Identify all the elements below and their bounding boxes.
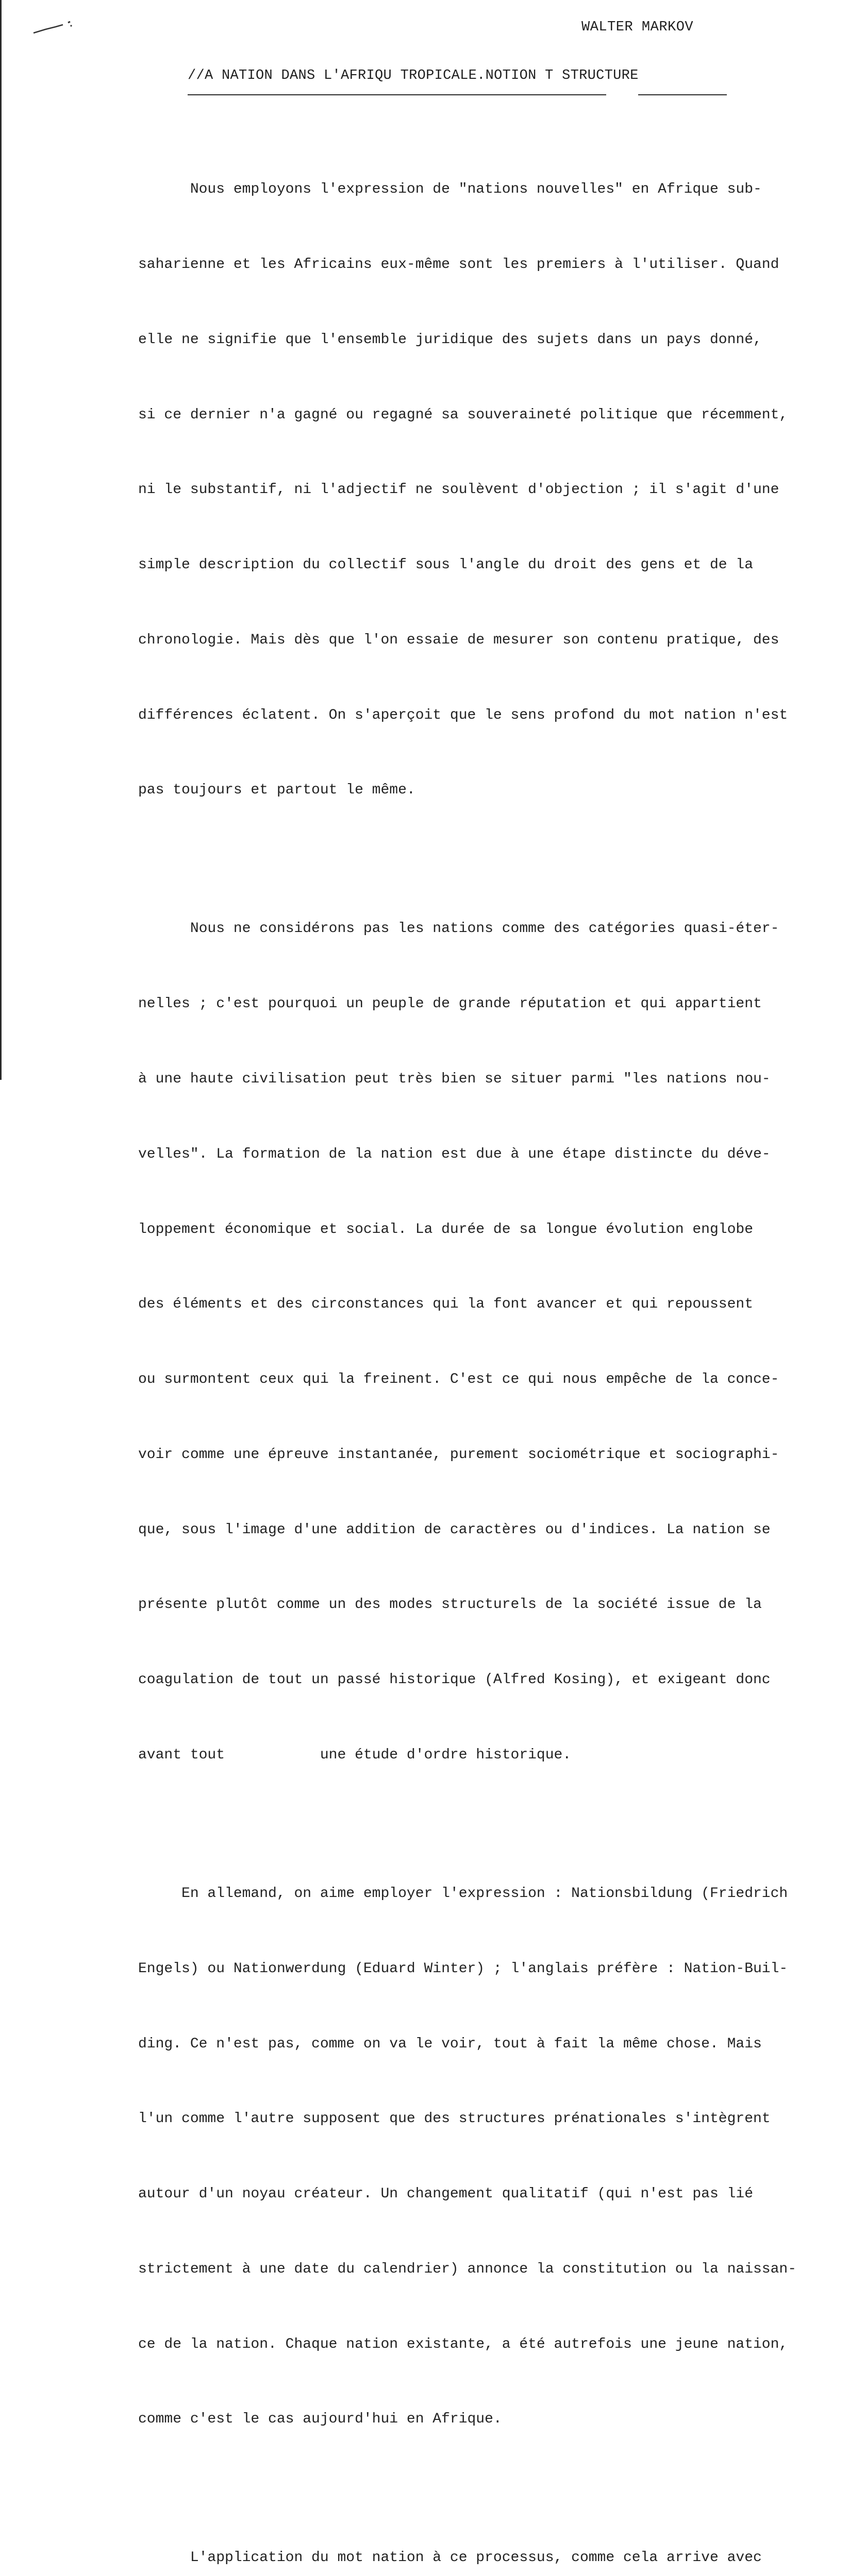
author-name: WALTER MARKOV [581, 20, 694, 35]
text-line: à une haute civilisation peut très bien se situer parmi "les nations nou- [138, 1071, 771, 1087]
text-line: ce de la nation. Chaque nation existante, a été autrefois une jeune nation, [138, 2336, 788, 2352]
text-line: voir comme une épreuve instantanée, purement sociométrique et sociographi- [138, 1446, 779, 1463]
handwritten-mark-icon [31, 15, 77, 36]
title-underline-end [638, 94, 727, 95]
text-line: loppement économique et social. La durée de sa longue évolution englobe [138, 1221, 753, 1238]
text-line: L'application du mot nation à ce processus, comme cela arrive avec [138, 2550, 762, 2566]
text-line: l'un comme l'autre supposent que des structures prénationales s'intègrent [138, 2111, 771, 2127]
text-line: strictement à une date du calendrier) annonce la constitution ou la naissan- [138, 2261, 797, 2277]
document-title: //A NATION DANS L'AFRIQU TROPICALE.NOTION T STRUCTURE [188, 68, 639, 83]
text-line: ou surmontent ceux qui la freinent. C'est ce qui nous empêche de la conce- [138, 1371, 779, 1388]
text-line: si ce dernier n'a gagné ou regagné sa souveraineté politique que récemment, [138, 406, 788, 423]
page-left-border [0, 0, 2, 1080]
paragraph-1 [138, 127, 855, 853]
text-line: présente plutôt comme un des modes structurels de la société issue de la [138, 1597, 762, 1613]
text-line: Nous employons l'expression de "nations nouvelles" en Afrique sub- [138, 181, 762, 198]
text-line: elle ne signifie que l'ensemble juridique des sujets dans un pays donné, [138, 331, 762, 348]
text-line: comme c'est le cas aujourd'hui en Afrique. [138, 2411, 502, 2428]
text-line: En allemand, on aime employer l'expression : Nationsbildung (Friedrich [138, 1885, 788, 1902]
text-line: que, sous l'image d'une addition de caractères ou d'indices. La nation se [138, 1521, 771, 1538]
text-line: autour d'un noyau créateur. Un changement qualitatif (qui n'est pas lié [138, 2186, 753, 2202]
text-line: coagulation de tout un passé historique (Alfred Kosing), et exigeant donc [138, 1672, 771, 1688]
text-line: ni le substantif, ni l'adjectif ne soulèvent d'objection ; il s'agit d'une [138, 482, 779, 498]
text-line: des éléments et des circonstances qui la font avancer et qui repoussent [138, 1296, 753, 1313]
text-line: Engels) ou Nationwerdung (Eduard Winter) ; l'anglais préfère : Nation-Buil- [138, 1960, 788, 1977]
text-line: Nous ne considérons pas les nations comme des catégories quasi-éter- [138, 921, 779, 937]
text-line: avant tout une étude d'ordre historique. [138, 1747, 572, 1763]
text-line: pas toujours et partout le même. [138, 782, 415, 799]
title-underline [188, 94, 606, 95]
paragraph-4 [138, 2496, 855, 2576]
text-line: simple description du collectif sous l'angle du droit des gens et de la [138, 557, 753, 573]
body-text [138, 127, 855, 2576]
text-line: différences éclatent. On s'aperçoit que le sens profond du mot nation n'est [138, 707, 788, 723]
text-line: chronologie. Mais dès que l'on essaie de mesurer son contenu pratique, des [138, 632, 779, 648]
text-line: saharienne et les Africains eux-même sont les premiers à l'utiliser. Quand [138, 256, 779, 273]
text-line: nelles ; c'est pourquoi un peuple de grande réputation et qui appartient [138, 996, 762, 1012]
text-line: ding. Ce n'est pas, comme on va le voir, tout à fait la même chose. Mais [138, 2036, 762, 2052]
paragraph-2 [138, 867, 855, 1818]
text-line: velles". La formation de la nation est due à une étape distincte du déve- [138, 1146, 771, 1162]
paragraph-3 [138, 1832, 855, 2482]
